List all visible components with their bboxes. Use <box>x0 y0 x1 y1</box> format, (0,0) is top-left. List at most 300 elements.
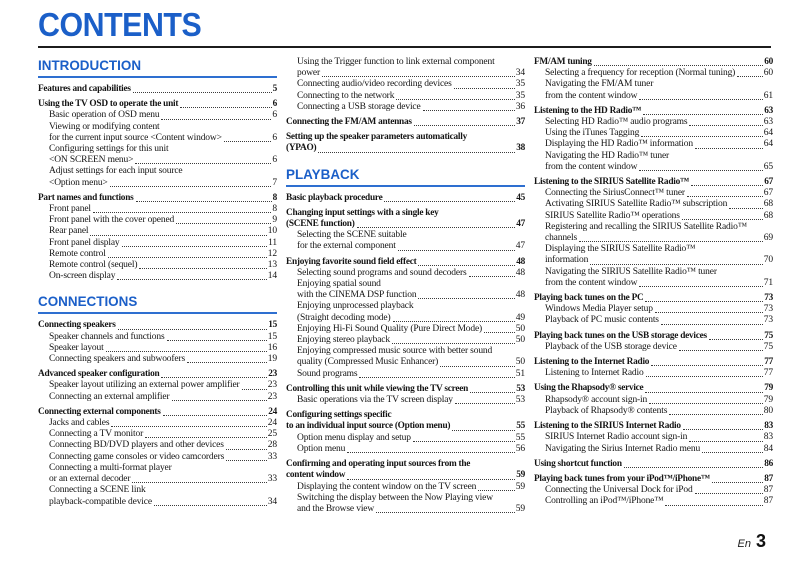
toc-entry <box>534 444 773 455</box>
entry-page-number: 10 <box>267 226 277 237</box>
entry-last-line <box>297 313 525 324</box>
entry-dot-leader <box>322 76 515 77</box>
entry-page-number: 79 <box>764 383 773 394</box>
toc-entry <box>286 335 525 346</box>
entry-line: Jacks and cables <box>49 418 110 429</box>
entry-dot-leader <box>702 452 763 453</box>
entry-page-number: 69 <box>763 233 773 244</box>
entry-line: and the Browse view <box>297 503 375 514</box>
toc-entry <box>534 496 773 507</box>
page-footer <box>738 531 766 552</box>
toc-entry <box>534 406 773 417</box>
entry-dot-leader <box>347 479 515 480</box>
entry-line: Enjoying favorite sound field effect <box>286 256 417 267</box>
toc-entry <box>38 418 277 429</box>
entry-page-number: 77 <box>764 357 773 368</box>
toc-entry <box>286 301 525 323</box>
entry-line: On-screen display <box>49 271 116 282</box>
entry-page-number: 50 <box>515 335 525 346</box>
entry-dot-leader <box>709 339 763 340</box>
entry-line: Basic operations via the TV screen display <box>297 395 453 406</box>
toc-entry <box>534 342 773 353</box>
entry-line: FM/AM tuning <box>534 57 592 67</box>
entry-dot-leader <box>418 298 514 299</box>
toc-entry <box>38 238 277 249</box>
entry-line: Selecting HD Radio™ audio programs <box>545 117 688 128</box>
entry-dot-leader <box>639 170 762 171</box>
entry-line: Windows Media Player setup <box>545 304 653 315</box>
entry-last-line <box>286 193 525 204</box>
entry-line: Playing back tunes on the USB storage devices <box>534 330 707 341</box>
entry-dot-leader <box>318 152 515 153</box>
toc-entry <box>38 215 277 226</box>
entry-line: Speaker layout <box>49 342 104 353</box>
entry-last-line <box>49 178 277 189</box>
entry-last-line <box>545 117 773 128</box>
toc-entry <box>534 188 773 199</box>
entry-dot-leader <box>484 332 515 333</box>
entry-last-line <box>49 204 277 215</box>
toc-entry <box>534 267 773 289</box>
toc-entry <box>38 226 277 237</box>
entry-page-number: 33 <box>267 474 277 485</box>
entry-dot-leader <box>108 257 267 258</box>
entry-dot-leader <box>224 141 272 142</box>
entry-page-number: 33 <box>267 451 277 462</box>
entry-last-line <box>534 474 773 485</box>
toc-entry <box>534 68 773 79</box>
entry-page-number: 60 <box>763 68 773 79</box>
entry-page-number: 64 <box>763 139 773 150</box>
footer-page-number: 3 <box>755 531 766 551</box>
entry-last-line <box>49 380 277 391</box>
entry-page-number: 8 <box>272 204 277 215</box>
toc-entry <box>286 79 525 90</box>
entry-page-number: 55 <box>515 432 525 443</box>
entry-dot-leader <box>455 403 515 404</box>
toc-column <box>286 57 525 515</box>
entry-page-number: 34 <box>267 496 277 507</box>
toc-entry <box>286 346 525 368</box>
entry-page-number: 73 <box>764 293 773 304</box>
toc-entry <box>286 117 525 128</box>
entry-page-number: 11 <box>268 237 277 248</box>
entry-line: SIRIUS Internet Radio account sign-in <box>545 432 688 443</box>
entry-line: Displaying the SIRIUS Satellite Radio™ <box>545 244 696 255</box>
entry-page-number: 56 <box>515 443 525 454</box>
toc-entry <box>286 57 525 79</box>
entry-line: Connecting a USB storage device <box>297 101 421 112</box>
toc-entry <box>534 79 773 101</box>
entry-line: Speaker layout utilizing an external power amplifier <box>49 380 240 391</box>
entry-last-line <box>286 470 525 481</box>
entry-page-number: 59 <box>515 503 525 514</box>
entry-line: Switching the display between the Now Playing view <box>297 492 493 503</box>
toc-entry <box>534 57 773 68</box>
entry-last-line <box>297 482 525 493</box>
entry-dot-leader <box>737 76 763 77</box>
toc-entry <box>38 343 277 354</box>
entry-page-number: 13 <box>267 260 277 271</box>
entry-line: Confirming and operating input sources from the <box>286 459 471 470</box>
entry-line: Enjoying spatial sound <box>297 279 381 290</box>
toc-entry <box>286 324 525 335</box>
entry-line: Playing back tunes from your iPod™/iPhone™ <box>534 473 710 484</box>
toc-entry <box>534 304 773 315</box>
entry-last-line <box>545 342 773 353</box>
entry-last-line <box>545 278 773 289</box>
entry-dot-leader <box>172 400 267 401</box>
entry-last-line <box>545 188 773 199</box>
entry-last-line <box>545 444 773 455</box>
entry-page-number: 87 <box>764 473 773 484</box>
entry-last-line <box>49 110 277 121</box>
toc-entry <box>286 410 525 432</box>
entry-line: Front panel display <box>49 237 120 248</box>
entry-last-line <box>545 406 773 417</box>
toc-entry <box>534 383 773 394</box>
entry-line: <ON SCREEN menu> <box>49 155 134 166</box>
toc-entry <box>286 459 525 481</box>
entry-last-line <box>534 57 773 68</box>
entry-dot-leader <box>136 201 272 202</box>
toc-entry <box>534 357 773 368</box>
entry-last-line <box>534 331 773 342</box>
entry-line: Advanced speaker configuration <box>38 369 160 380</box>
toc-entry <box>286 257 525 268</box>
entry-dot-leader <box>651 365 763 366</box>
toc-entry <box>38 249 277 260</box>
toc-entry <box>38 463 277 485</box>
toc-entry <box>534 331 773 342</box>
entry-line: Front panel with the cover opened <box>49 215 175 226</box>
toc-entry <box>534 244 773 266</box>
toc-entry <box>534 315 773 326</box>
entry-line: Connecting speakers and subwoofers <box>49 354 186 365</box>
entry-last-line <box>545 496 773 507</box>
entry-last-line <box>286 143 525 154</box>
entry-line: Enjoying compressed music source with better sound <box>297 346 493 357</box>
toc-entry <box>534 151 773 173</box>
entry-page-number: 48 <box>516 256 525 267</box>
entry-line: Using shortcut function <box>534 458 622 469</box>
entry-last-line <box>297 504 525 515</box>
toc-entry <box>38 392 277 403</box>
entry-page-number: 12 <box>267 248 277 259</box>
toc-column <box>534 57 773 515</box>
toc-entry <box>286 208 525 230</box>
entry-last-line <box>49 271 277 282</box>
entry-last-line <box>297 444 525 455</box>
toc-entry <box>286 444 525 455</box>
entry-last-line <box>545 91 773 102</box>
entry-page-number: 6 <box>272 132 277 143</box>
entry-dot-leader <box>579 241 763 242</box>
section-header-label: CONNECTIONS <box>38 293 138 310</box>
entry-dot-leader <box>639 99 762 100</box>
entry-line: Connecting game consoles or video camcorders <box>49 451 225 462</box>
entry-dot-leader <box>687 196 763 197</box>
entry-page-number: 48 <box>515 290 525 301</box>
entry-last-line <box>545 368 773 379</box>
entry-page-number: 53 <box>516 383 525 394</box>
entry-line: Remote control (sequel) <box>49 260 138 271</box>
entry-page-number: 67 <box>764 177 773 188</box>
entry-line: Rear panel <box>49 226 89 237</box>
entry-last-line <box>297 241 525 252</box>
entry-dot-leader <box>111 426 266 427</box>
entry-dot-leader <box>454 88 515 89</box>
toc-entry <box>286 369 525 380</box>
entry-dot-leader <box>135 163 271 164</box>
entry-dot-leader <box>682 219 763 220</box>
entry-line: quality (Compressed Music Enhancer) <box>297 357 439 368</box>
entry-line: Listening to Internet Radio <box>545 368 644 379</box>
entry-dot-leader <box>639 286 762 287</box>
entry-dot-leader <box>357 227 516 228</box>
entry-line: Sound programs <box>297 368 358 379</box>
entry-last-line <box>534 383 773 394</box>
entry-dot-leader <box>167 340 267 341</box>
entry-line: Speaker channels and functions <box>49 331 165 342</box>
entry-page-number: 7 <box>272 177 277 188</box>
entry-page-number: 38 <box>516 143 525 154</box>
toc-entry <box>286 102 525 113</box>
entry-line: Registering and recalling the SIRIUS Satellite Radio™ <box>545 221 747 232</box>
entry-line: Connecting external components <box>38 406 161 417</box>
entry-dot-leader <box>154 505 267 506</box>
toc-entry <box>286 230 525 252</box>
page-title-text: CONTENTS <box>38 6 202 43</box>
entry-line: Front panel <box>49 204 91 215</box>
entry-page-number: 28 <box>267 440 277 451</box>
entry-last-line <box>534 459 773 470</box>
toc-entry <box>38 452 277 463</box>
entry-page-number: 70 <box>763 255 773 266</box>
entry-dot-leader <box>661 324 763 325</box>
entry-last-line <box>297 395 525 406</box>
entry-last-line <box>49 260 277 271</box>
entry-line: Listening to the Internet Radio <box>534 357 650 368</box>
toc-entry <box>286 91 525 102</box>
entry-dot-leader <box>226 460 267 461</box>
entry-last-line <box>545 199 773 210</box>
entry-line: Using the Rhapsody® service <box>534 383 644 394</box>
entry-dot-leader <box>392 343 515 344</box>
entry-page-number: 35 <box>515 90 525 101</box>
entry-dot-leader <box>655 312 763 313</box>
entry-line: Connecting a TV monitor <box>49 429 144 440</box>
entry-dot-leader <box>122 246 268 247</box>
entry-line: power <box>297 68 320 79</box>
toc-entry <box>534 222 773 244</box>
entry-last-line <box>534 293 773 304</box>
entry-page-number: 15 <box>268 320 277 331</box>
entry-dot-leader <box>347 452 515 453</box>
toc-entry <box>286 268 525 279</box>
entry-last-line <box>545 315 773 326</box>
entry-last-line <box>286 384 525 395</box>
entry-line: Navigating the FM/AM tuner <box>545 79 654 90</box>
toc-entry <box>38 380 277 391</box>
entry-dot-leader <box>695 148 763 149</box>
entry-line: Displaying the HD Radio™ information <box>545 139 693 150</box>
section-header <box>38 293 277 314</box>
entry-line: to an individual input source (Option menu) <box>286 421 451 432</box>
toc-entry <box>534 395 773 406</box>
entry-last-line <box>49 497 277 508</box>
entry-last-line <box>297 324 525 335</box>
toc-entry <box>286 132 525 154</box>
entry-last-line <box>49 474 277 485</box>
entry-last-line <box>38 84 277 95</box>
toc-column <box>38 57 277 515</box>
entry-dot-leader <box>645 301 763 302</box>
entry-page-number: 8 <box>272 192 277 203</box>
entry-page-number: 24 <box>268 406 277 417</box>
entry-line: Basic playback procedure <box>286 192 383 203</box>
entry-dot-leader <box>645 392 763 393</box>
entry-page-number: 24 <box>267 418 277 429</box>
entry-last-line <box>545 432 773 443</box>
entry-page-number: 55 <box>516 421 525 432</box>
toc-entry <box>286 193 525 204</box>
entry-last-line <box>49 215 277 226</box>
entry-page-number: 80 <box>763 405 773 416</box>
title-rule <box>38 46 771 48</box>
entry-last-line <box>286 421 525 432</box>
toc-entry <box>286 482 525 493</box>
entry-line: (Straight decoding mode) <box>297 312 391 323</box>
toc-entry <box>38 354 277 365</box>
entry-dot-leader <box>187 362 267 363</box>
entry-line: Connecting the FM/AM antennas <box>286 117 412 128</box>
entry-dot-leader <box>594 65 764 66</box>
entry-dot-leader <box>398 250 515 251</box>
entry-page-number: 51 <box>515 368 525 379</box>
entry-last-line <box>545 139 773 150</box>
entry-page-number: 37 <box>516 117 525 128</box>
toc-entry <box>38 144 277 166</box>
toc-entry <box>38 271 277 282</box>
entry-line: or an external decoder <box>49 474 131 485</box>
entry-line: <Option menu> <box>49 177 108 188</box>
entry-line: Option menu display and setup <box>297 432 411 443</box>
entry-last-line <box>545 162 773 173</box>
entry-line: Connecting audio/video recording devices <box>297 79 452 90</box>
entry-line: Playback of Rhapsody® contents <box>545 405 668 416</box>
entry-dot-leader <box>393 321 515 322</box>
toc-entry <box>534 459 773 470</box>
entry-line: Navigating the HD Radio™ tuner <box>545 150 670 161</box>
entry-last-line <box>534 106 773 117</box>
entry-last-line <box>545 211 773 222</box>
entry-line: with the CINEMA DSP function <box>297 290 417 301</box>
entry-dot-leader <box>163 415 268 416</box>
entry-line: Connecting the Universal Dock for iPod <box>545 485 693 496</box>
toc-entry <box>286 279 525 301</box>
entry-page-number: 86 <box>764 458 773 469</box>
entry-page-number: 49 <box>515 312 525 323</box>
entry-last-line <box>49 452 277 463</box>
toc-entry <box>38 110 277 121</box>
entry-page-number: 63 <box>764 105 773 116</box>
entry-dot-leader <box>117 279 266 280</box>
entry-line: Navigating the Sirius Internet Radio menu <box>545 443 701 454</box>
entry-page-number: 83 <box>763 432 773 443</box>
entry-line: Listening to the HD Radio™ <box>534 105 642 116</box>
entry-last-line <box>545 68 773 79</box>
entry-dot-leader <box>679 350 763 351</box>
entry-dot-leader <box>643 114 763 115</box>
entry-line: Adjust settings for each input source <box>49 166 183 177</box>
entry-dot-leader <box>712 482 763 483</box>
entry-line: Selecting sound programs and sound decoders <box>297 267 467 278</box>
entry-dot-leader <box>729 208 763 209</box>
entry-page-number: 60 <box>764 57 773 67</box>
entry-last-line <box>297 79 525 90</box>
entry-page-number: 47 <box>516 219 525 230</box>
entry-line: from the content window <box>545 90 638 101</box>
entry-line: Features and capabilities <box>38 84 131 94</box>
entry-page-number: 87 <box>763 496 773 507</box>
toc-entry <box>38 166 277 188</box>
entry-dot-leader <box>396 99 514 100</box>
entry-page-number: 6 <box>272 155 277 166</box>
entry-dot-leader <box>646 376 763 377</box>
entry-page-number: 15 <box>267 331 277 342</box>
entry-last-line <box>49 226 277 237</box>
entry-line: Listening to the SIRIUS Internet Radio <box>534 421 681 432</box>
entry-line: Rhapsody® account sign-in <box>545 394 648 405</box>
entry-page-number: 67 <box>763 188 773 199</box>
entry-line: Enjoying stereo playback <box>297 335 390 346</box>
entry-dot-leader <box>226 449 267 450</box>
entry-dot-leader <box>624 467 763 468</box>
toc-entry <box>286 493 525 515</box>
entry-dot-leader <box>110 186 272 187</box>
entry-line: Connecting BD/DVD players and other devices <box>49 440 224 451</box>
entry-last-line <box>38 320 277 331</box>
toc-entry <box>534 117 773 128</box>
entry-last-line <box>49 354 277 365</box>
entry-last-line <box>545 304 773 315</box>
entry-page-number: 53 <box>515 395 525 406</box>
entry-dot-leader <box>423 110 515 111</box>
entry-last-line <box>38 407 277 418</box>
entry-page-number: 25 <box>267 429 277 440</box>
toc-entry <box>38 84 277 95</box>
entry-line: Playing back tunes on the PC <box>534 293 644 304</box>
entry-page-number: 59 <box>515 481 525 492</box>
toc-entry <box>534 421 773 432</box>
entry-line: Enjoying unprocessed playback <box>297 301 414 312</box>
entry-page-number: 79 <box>763 394 773 405</box>
entry-line: Connecting speakers <box>38 320 116 331</box>
entry-line: Playback of the USB storage device <box>545 341 677 352</box>
toc-entry <box>38 122 277 144</box>
entry-page-number: 73 <box>763 315 773 326</box>
entry-last-line <box>297 68 525 79</box>
entry-last-line <box>297 91 525 102</box>
entry-line: Activating SIRIUS Satellite Radio™ subscription <box>545 199 728 210</box>
toc-entry <box>534 432 773 443</box>
page-title <box>38 6 771 43</box>
entry-line: Connecting a SCENE link <box>49 485 146 496</box>
entry-dot-leader <box>359 377 514 378</box>
entry-dot-leader <box>590 264 763 265</box>
entry-line: Viewing or modifying content <box>49 121 160 132</box>
